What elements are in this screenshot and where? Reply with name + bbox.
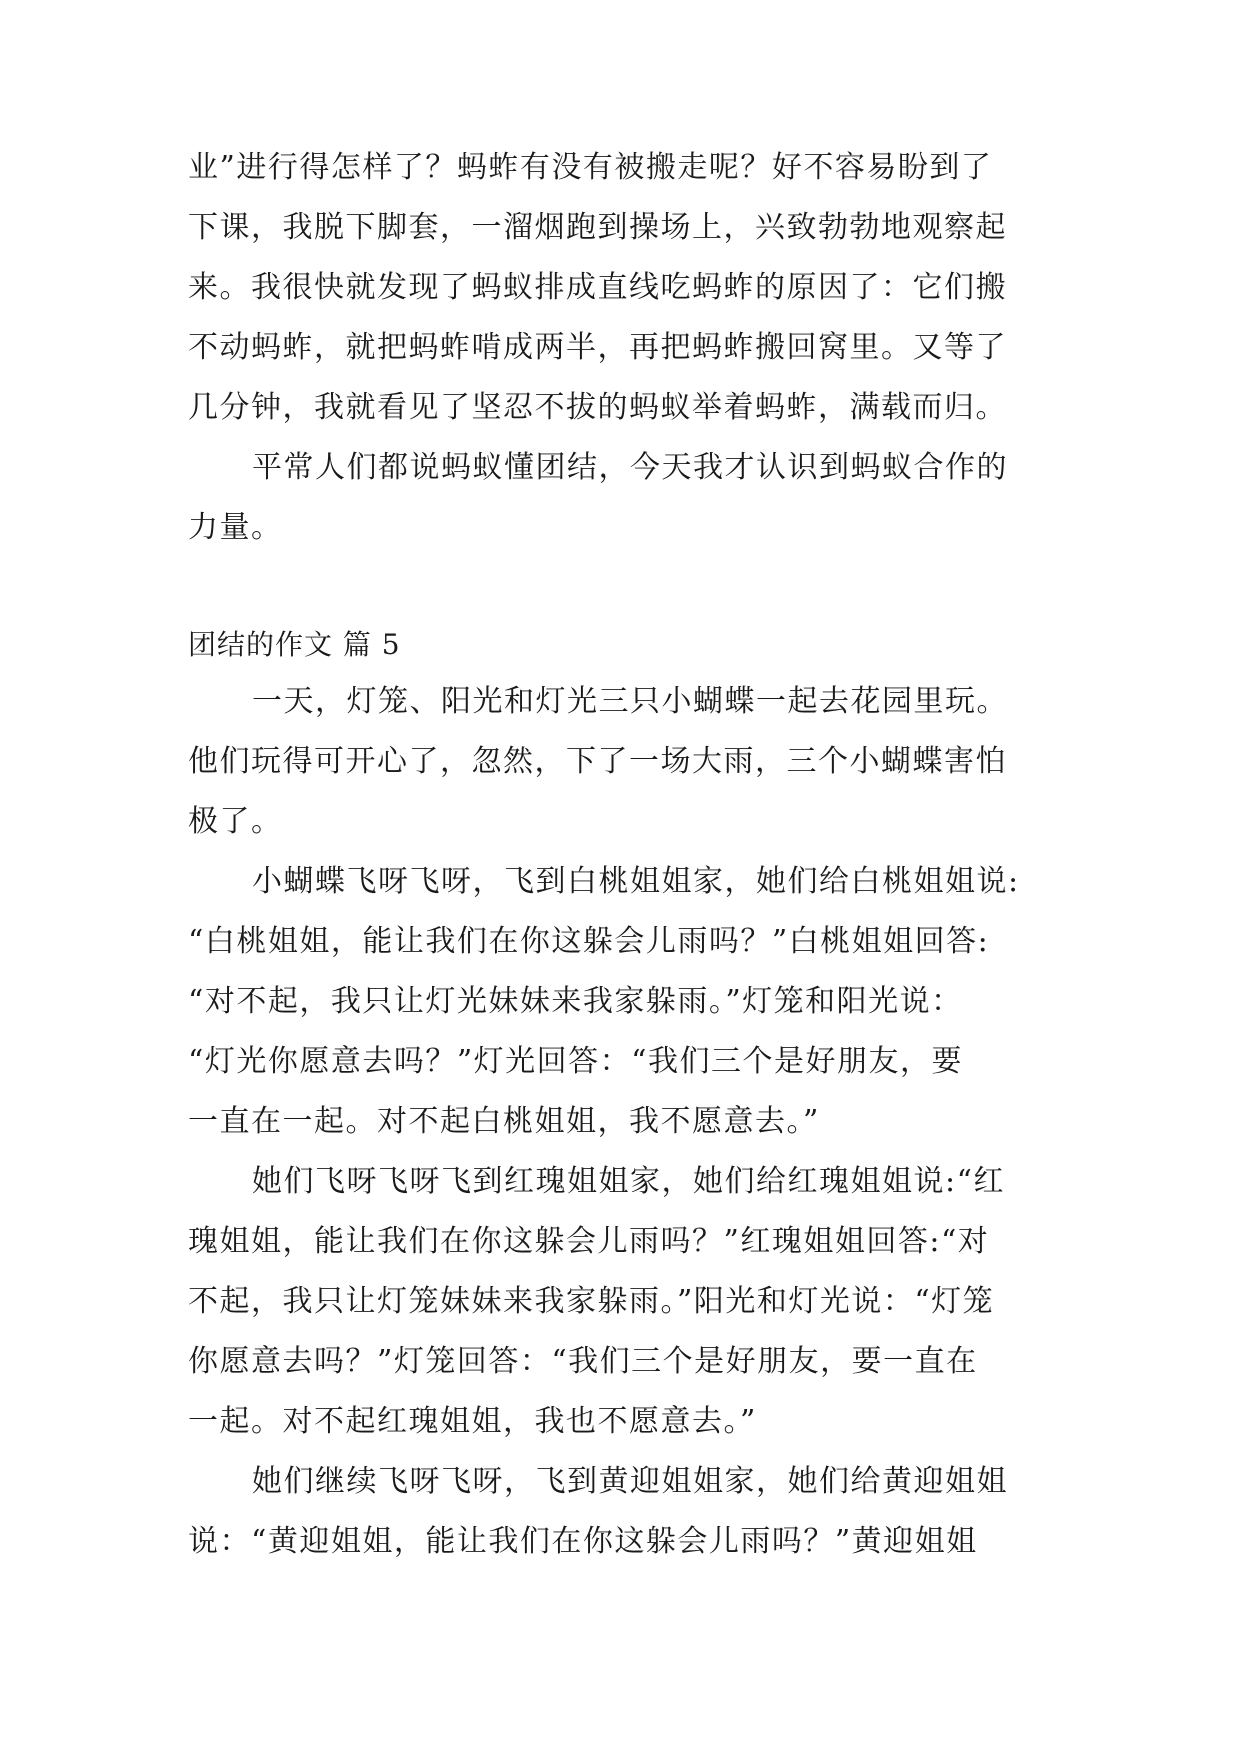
- text-line: 小蝴蝶飞呀飞呀，飞到白桃姐姐家，她们给白桃姐姐说:: [252, 864, 1020, 899]
- text-line: 极了。: [188, 804, 283, 839]
- text-line: 一起。对不起红瑰姐姐，我也不愿意去。”: [188, 1404, 757, 1439]
- text-line: 他们玩得可开心了，忽然，下了一场大雨，三个小蝴蝶害怕: [188, 744, 1007, 779]
- text-line: 瑰姐姐，能让我们在你这躲会儿雨吗？”红瑰姐姐回答:“对: [188, 1224, 990, 1259]
- text-line: 她们继续飞呀飞呀，飞到黄迎姐姐家，她们给黄迎姐姐: [252, 1464, 1008, 1499]
- text-line: 她们飞呀飞呀飞到红瑰姐姐家，她们给红瑰姐姐说:“红: [252, 1164, 1005, 1199]
- text-line: 来。我很快就发现了蚂蚁排成直线吃蚂蚱的原因了：它们搬: [188, 270, 1007, 305]
- text-line: 说：“黄迎姐姐，能让我们在你这躲会儿雨吗？”黄迎姐姐: [188, 1524, 978, 1559]
- paragraph-block-ants: [188, 138, 1068, 558]
- text-line: 下课，我脱下脚套，一溜烟跑到操场上，兴致勃勃地观察起: [188, 210, 1007, 245]
- text-line: 一天，灯笼、阳光和灯光三只小蝴蝶一起去花园里玩。: [252, 684, 1008, 719]
- text-line: 一直在一起。对不起白桃姐姐，我不愿意去。”: [188, 1104, 820, 1139]
- text-line: 不起，我只让灯笼妹妹来我家躲雨。”阳光和灯光说：“灯笼: [188, 1284, 995, 1319]
- text-line: “白桃姐姐，能让我们在你这躲会儿雨吗？”白桃姐姐回答:: [188, 924, 990, 959]
- text-line: 平常人们都说蚂蚁懂团结，今天我才认识到蚂蚁合作的: [252, 450, 1008, 485]
- text-line: 你愿意去吗？”灯笼回答：“我们三个是好朋友，要一直在: [188, 1344, 978, 1379]
- text-line: 力量。: [188, 510, 283, 545]
- text-line: 几分钟，我就看见了坚忍不拔的蚂蚁举着蚂蚱，满载而归。: [188, 390, 1007, 425]
- text-line: “对不起，我只让灯光妹妹来我家躲雨。”灯笼和阳光说：: [188, 984, 963, 1019]
- paragraph-block-butterflies: [188, 672, 1068, 1572]
- text-line: 不动蚂蚱，就把蚂蚱啃成两半，再把蚂蚱搬回窝里。又等了: [188, 330, 1007, 365]
- text-line: “灯光你愿意去吗？”灯光回答：“我们三个是好朋友，要: [188, 1044, 964, 1079]
- section-title: 团结的作文 篇 5: [188, 628, 401, 661]
- text-line: 业”进行得怎样了？蚂蚱有没有被搬走呢？好不容易盼到了: [188, 150, 993, 185]
